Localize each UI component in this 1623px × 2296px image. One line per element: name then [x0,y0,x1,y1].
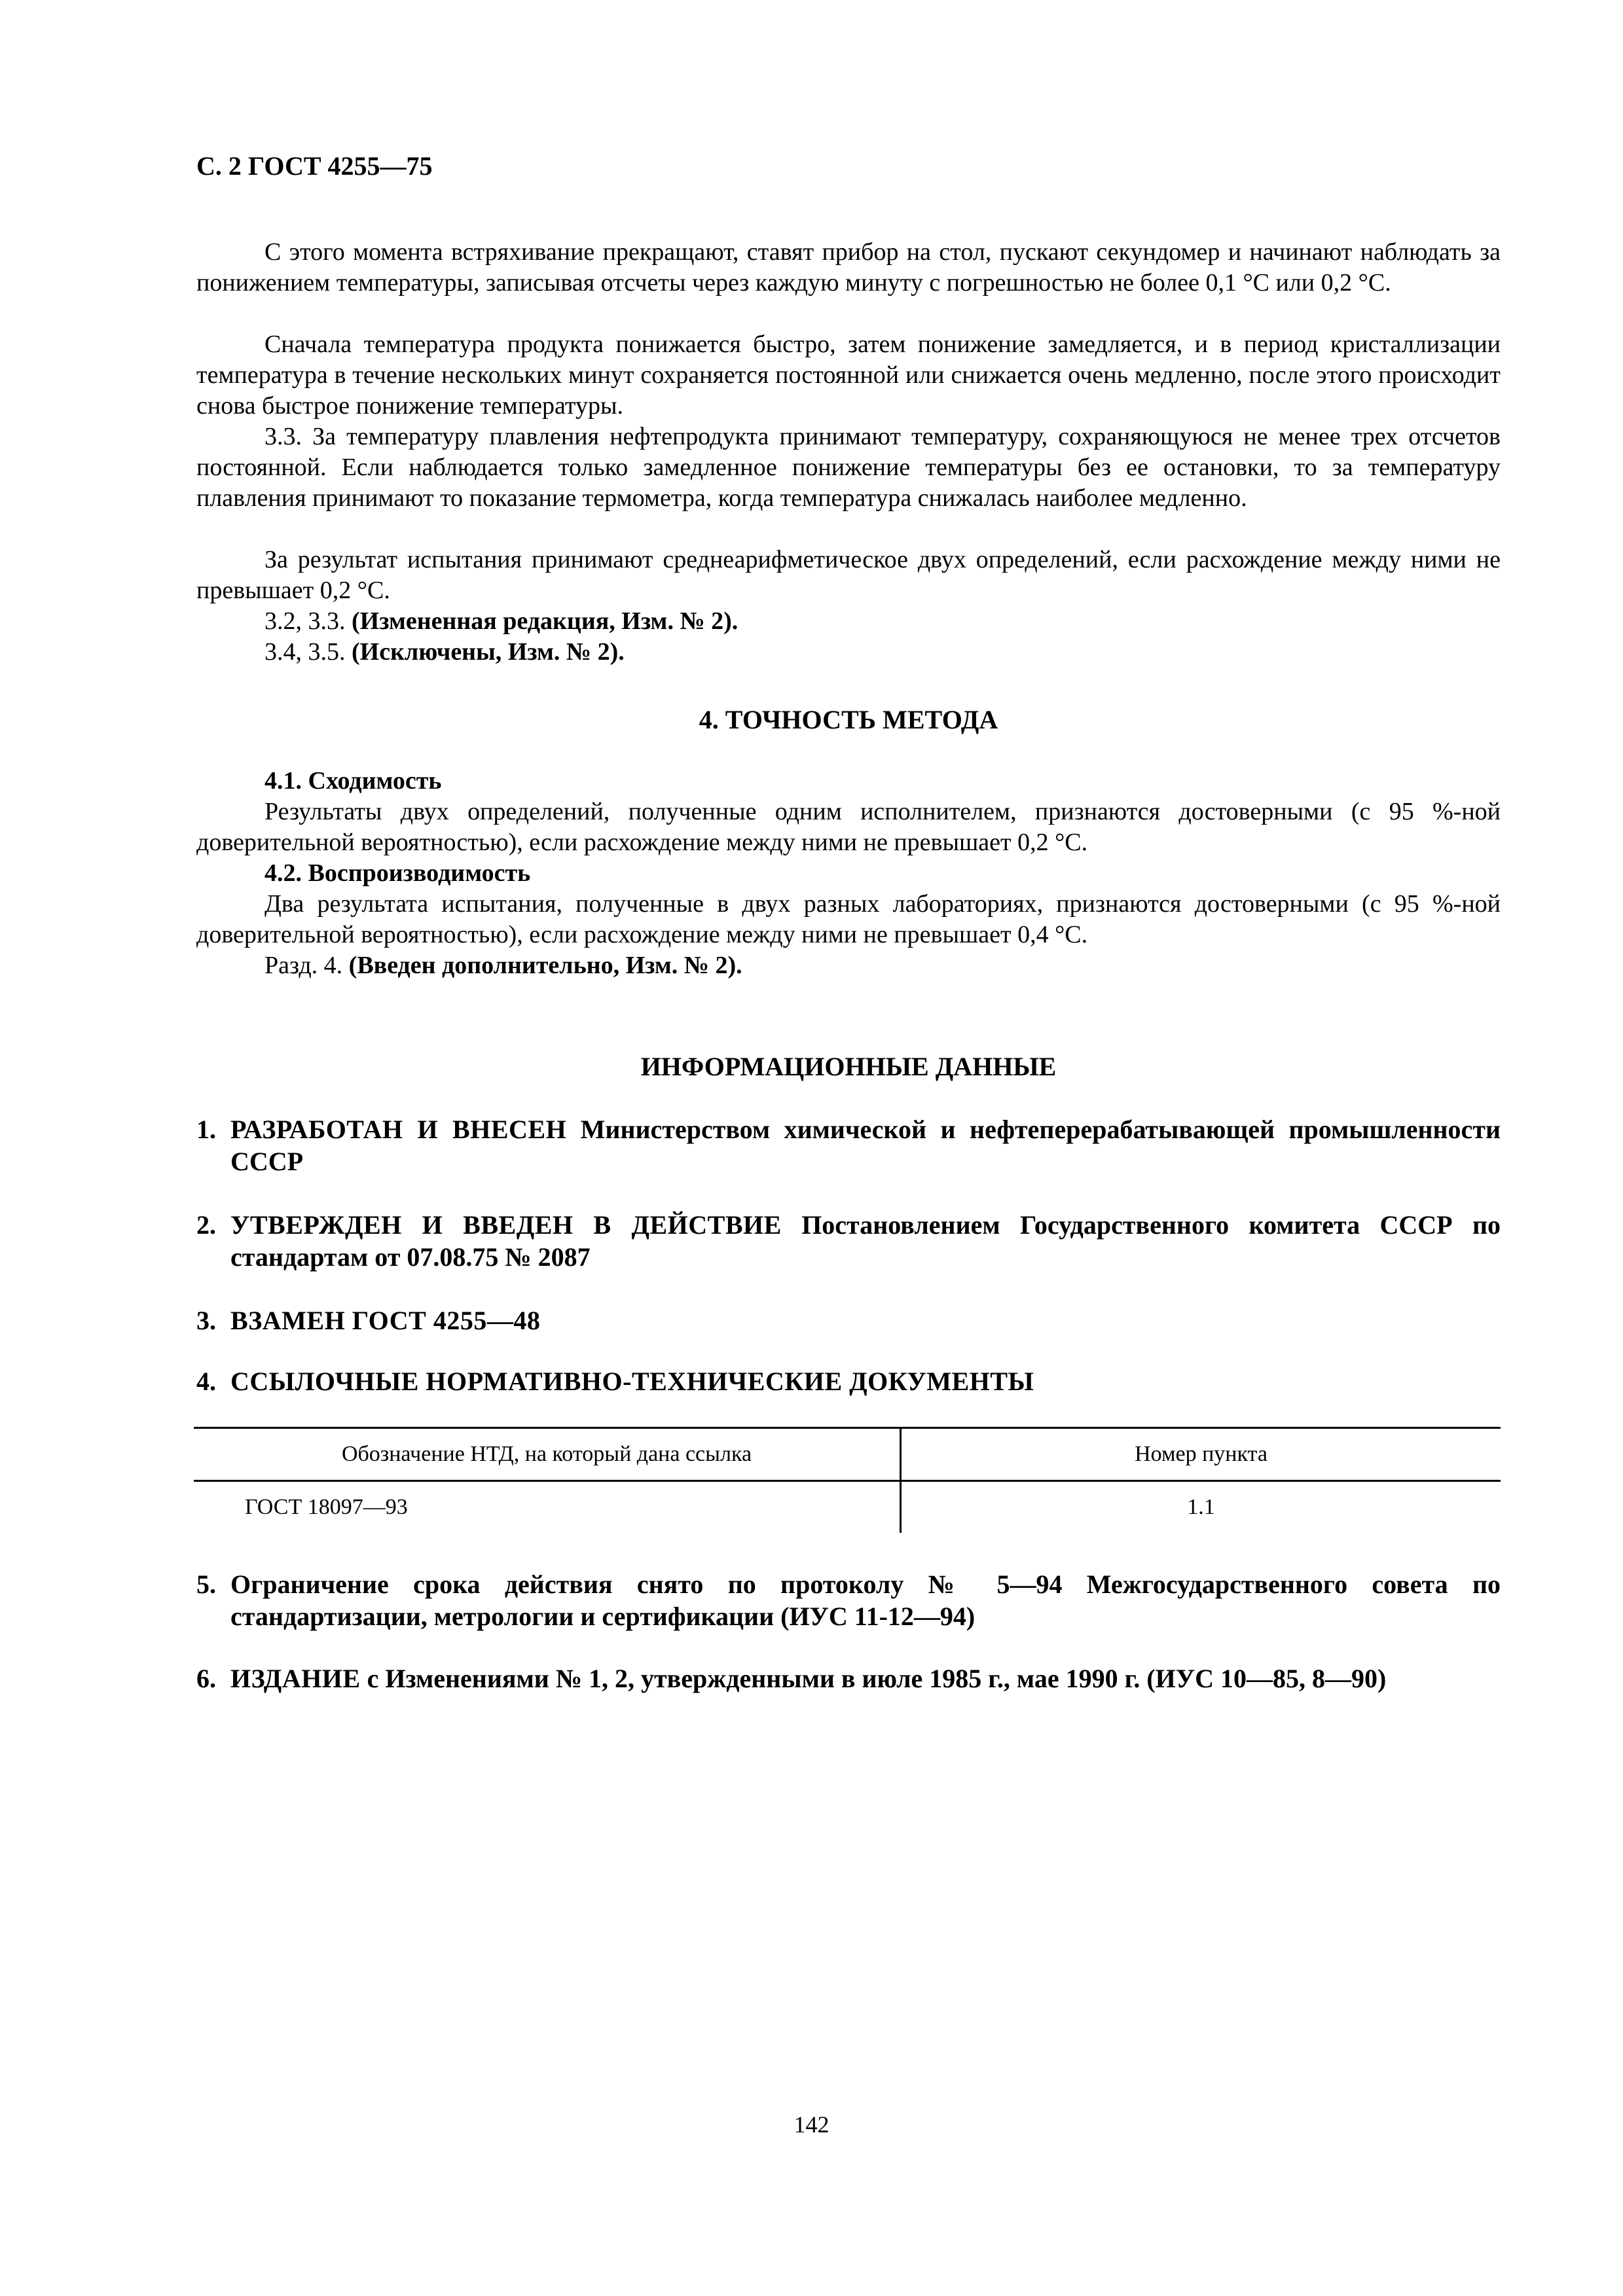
info-item-text: Министерством химической и нефтеперерабатывающей промышленности СССР [230,1115,1501,1176]
info-item-number: 5. [196,1570,216,1599]
info-item-lead: ИЗДАНИЕ [230,1664,361,1693]
table-header-cell: Номер пункта [1135,1442,1267,1466]
section-4-title: 4. ТОЧНОСТЬ МЕТОДА [699,705,998,734]
amendment-note [196,637,1501,668]
info-item-number: 6. [196,1664,216,1693]
amendment-ref: 3.2, 3.3. [264,607,346,635]
amendment-text: (Введен дополнительно, Изм. № 2). [348,952,742,979]
table-row [194,1481,1501,1534]
info-item [196,1365,1501,1397]
paragraph: Два результата испытания, полученные в двух разных лабораториях, признаются достоверными (с 95 %-ной доверительной вероятностью), если расхождение между ними не превышает 0,4 °С. [196,890,1501,948]
table-cell: ГОСТ 18097—93 [194,1481,901,1534]
paragraph: Результаты двух определений, полученные одним исполнителем, признаются достоверными (с 95 %-ной доверительной вероятностью), если расхождение между ними не превышает 0,2 °С. [196,798,1501,856]
paragraph: За результат испытания принимают среднеарифметическое двух определений, если расхождение между ними не превышает 0,2 °С. [196,546,1501,604]
info-item-lead: ВЗАМЕН ГОСТ 4255—48 [230,1306,541,1335]
subsection-4-2-title: 4.2. Воспроизводимость [264,859,531,887]
paragraph-3-3: 3.3. За температуру плавления нефтепродукта принимают температуру, сохраняющуюся не менее трех отсчетов постоянной. Если наблюдается только замедленное понижение температуры без ее остановки, то за температуру плавления принимают то показание термометра, когда температура снижалась наиболее медленно. [196,423,1501,512]
info-item-lead: РАЗРАБОТАН И ВНЕСЕН [230,1115,567,1144]
info-item-text: Постановлением Государственного комитета СССР по стандартам от 07.08.75 № 2087 [230,1210,1501,1272]
subsection-4-1-title: 4.1. Сходимость [264,767,442,795]
info-title: ИНФОРМАЦИОННЫЕ ДАННЫЕ [640,1052,1057,1081]
table-header-row [194,1428,1501,1481]
info-item-lead: ССЫЛОЧНЫЕ НОРМАТИВНО-ТЕХНИЧЕСКИЕ ДОКУМЕНТЫ [230,1367,1034,1396]
amendment-ref: 3.4, 3.5. [264,638,346,666]
amendment-text: (Измененная редакция, Изм. № 2). [352,607,739,635]
info-item-number: 4. [196,1367,216,1396]
table-header-cell: Обозначение НТД, на который дана ссылка [194,1428,901,1481]
info-item [196,1568,1501,1632]
info-item-number: 1. [196,1115,216,1144]
paragraph: Сначала температура продукта понижается быстро, затем понижение замедляется, и в период кристаллизации температура в течение нескольких минут сохраняется постоянной или снижается очень медленно, после этого происходит снова быстрое понижение температуры. [196,331,1501,420]
info-item [196,1662,1501,1695]
page-header: С. 2 ГОСТ 4255—75 [196,151,433,181]
paragraph: С этого момента встряхивание прекращают, ставят прибор на стол, пускают секундомер и начинают наблюдать за понижением температуры, записывая отсчеты через каждую минуту с погрешностью не более 0,1 °С или 0,2 °С. [196,238,1501,296]
info-item-text: с Изменениями № 1, 2, утвержденными в июле 1985 г., мае 1990 г. (ИУС 10—85, 8—90) [360,1664,1387,1693]
info-item-lead: УТВЕРЖДЕН И ВВЕДЕН В ДЕЙСТВИЕ [230,1210,782,1240]
reference-table [194,1427,1501,1533]
amendment-ref: Разд. 4. [264,952,343,979]
table-cell: 1.1 [1187,1495,1215,1519]
amendment-note [196,950,1501,981]
info-item-text: Ограничение срока действия снято по протоколу № 5—94 Межгосударственного совета по стандартизации, метрологии и сертификации (ИУС 11-12—94) [230,1570,1501,1631]
amendment-note [196,606,1501,637]
info-item [196,1113,1501,1177]
info-item-number: 3. [196,1306,216,1335]
info-item-number: 2. [196,1210,216,1240]
info-item [196,1209,1501,1273]
info-item [196,1304,1501,1336]
page-number: 142 [793,2111,830,2138]
amendment-text: (Исключены, Изм. № 2). [352,638,625,666]
